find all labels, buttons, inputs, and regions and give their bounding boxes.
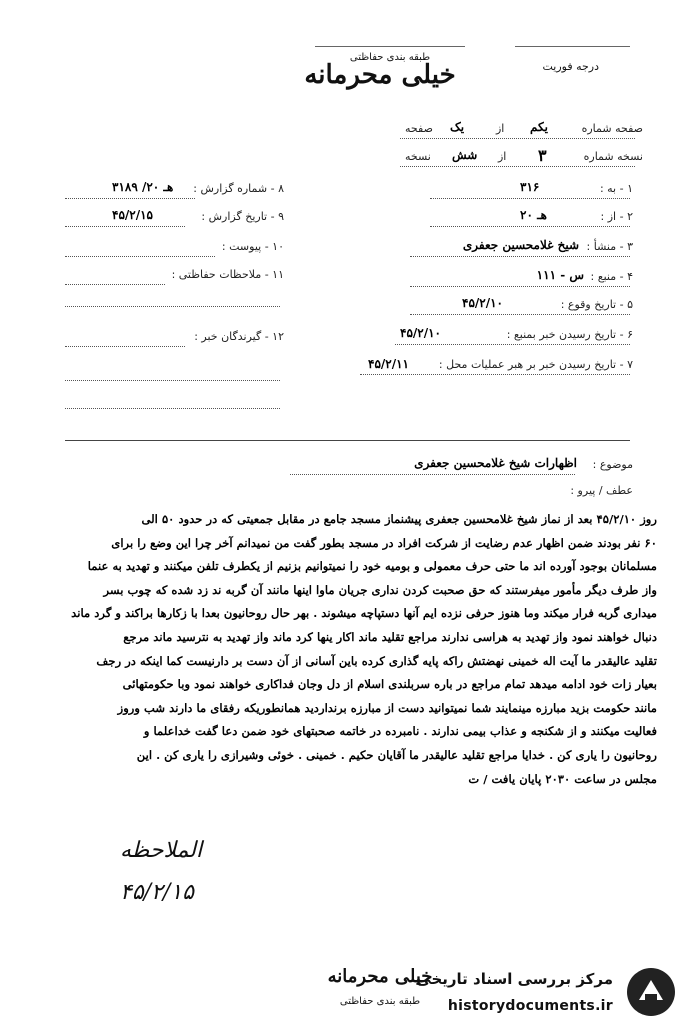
security-notes-line-1	[65, 284, 165, 285]
classification-value-bottom: خیلی محرمانه	[327, 966, 433, 987]
page-number-label: صفحه شماره	[581, 122, 643, 135]
security-notes-line-2	[65, 306, 280, 307]
body-line: مجلس در ساعت ۲۰۳۰ پایان یافت / ت	[468, 771, 657, 786]
source-line	[410, 256, 630, 257]
hq-date-value: ۴۵/۲/۱۱	[368, 357, 409, 371]
attachment-label: ۱۰ - پیوست :	[221, 240, 284, 253]
page-total-value: یک	[450, 120, 465, 134]
from-label: ۲ - از :	[600, 210, 633, 223]
source-value: شیخ غلامحسین جعفری	[462, 238, 579, 252]
body-line: تقلید عالیقدر ما آیت اله خمینی نهضتش راکه پایه گذاری کرده باین آسانی از آن دست بر دارنیست کما اینکه در رجف	[96, 653, 657, 668]
attachment-line	[65, 256, 215, 257]
watermark-logo-icon	[625, 966, 677, 1018]
subject-line	[290, 474, 575, 475]
from-value: ۲۰ هـ	[520, 208, 547, 222]
hq-date-line	[360, 374, 630, 375]
report-body	[30, 508, 657, 791]
source-label: ۳ - منشأ :	[586, 240, 633, 253]
to-line	[430, 198, 630, 199]
informant-line	[410, 286, 630, 287]
to-value: ۳۱۶	[520, 180, 540, 194]
copy-number-label: نسخه شماره	[583, 150, 643, 163]
from-line	[430, 226, 630, 227]
report-date-line	[65, 226, 185, 227]
recipients-label: ۱۲ - گیرندگان خبر :	[194, 330, 284, 343]
page-number-value: یکم	[530, 120, 548, 134]
copy-total-value: شش	[452, 148, 478, 162]
urgency-label: درجه فوریت	[542, 60, 599, 73]
occur-date-value: ۴۵/۲/۱۰	[462, 296, 503, 310]
security-notes-label: ۱۱ - ملاحظات حفاظتی :	[171, 268, 284, 281]
classification-label-top: طبقه بندی حفاظتی	[349, 52, 431, 63]
followup-label: عطف / پیرو :	[570, 484, 633, 497]
copy-number-value: ۳	[538, 146, 547, 165]
page-of-label: از	[496, 122, 505, 135]
copy-unit-label: نسخه	[405, 150, 431, 163]
watermark-url: historydocuments.ir	[447, 998, 613, 1014]
recipients-line-3	[65, 408, 280, 409]
classification-value-top: خیلی محرمانه	[304, 60, 456, 90]
informant-label: ۴ - منبع :	[590, 270, 633, 283]
handwritten-date: ۴۵/۲/۱۵	[120, 880, 194, 905]
watermark-title: مرکز بررسی اسناد تاریخی	[416, 970, 613, 988]
receipt-date-line	[395, 344, 630, 345]
body-line: ۶۰ نفر بودند ضمن اظهار عدم رضایت از شرکت افراد در مسجد بطور گفت من نمیدانم آخر چرا این وضع را برای	[111, 535, 657, 550]
occur-date-line	[410, 314, 630, 315]
body-line: میداری گربه فرار میکند وما هنوز حرفی نزده ایم آنها دستپاچه میشوند . بهر حال روحانیون بعدا با زکارها براکند و گرد ماند	[71, 606, 657, 621]
body-line: روحانیون را یاری کن . خدایا مراجع تقلید عالیقدر ما آقایان حکیم . خمینی . خوئی وشیرازی را یاری کن . این	[136, 747, 657, 762]
recipients-line-2	[65, 380, 280, 381]
page-line	[400, 138, 635, 139]
report-number-label: ۸ - شماره گزارش :	[193, 182, 284, 195]
receipt-date-label: ۶ - تاریخ رسیدن خبر بمنبع :	[506, 328, 633, 341]
receipt-date-value: ۴۵/۲/۱۰	[400, 326, 441, 340]
body-line: مسلمانان بوجود آورده اند ما حتی حرف معمولی و بومیه خود را نمیتوانیم بزنیم از یکطرف تلفن میکنند و تهدید به عنما	[87, 559, 657, 574]
occur-date-label: ۵ - تاریخ وقوع :	[560, 298, 633, 311]
section-divider	[65, 440, 630, 441]
report-number-line	[65, 198, 195, 199]
page-unit-label: صفحه	[405, 122, 433, 135]
classification-label-bottom: طبقه بندی حفاظتی	[339, 996, 421, 1007]
urgency-rule	[515, 46, 630, 47]
body-line: فعالیت میکنند و از شکنجه و عذاب بیمی ندارند . نامبرده در خاتمه صحبتهای خود ضمن دعا گفت خداعلما و	[143, 724, 657, 739]
report-date-value: ۴۵/۲/۱۵	[112, 208, 153, 222]
to-label: ۱ - به :	[599, 182, 633, 195]
body-line: مانند حکومت بزید مبارزه مینمایند شما نمیتوانید دست از مبارزه برنداردید همانطوریکه رفقای ما دارند شب وروز	[117, 700, 657, 715]
body-line: واز طرف دیگر مأمور میفرستند که حق صحبت کردن نداری جریان ماوا اینها مانند آن گربه ند زد شده که چوب بسر	[103, 582, 657, 597]
informant-value: س - ۱۱۱	[536, 268, 584, 282]
body-line: دنبال خواهند نمود واز تهدید به هراسی ندارند مراجع تقلید ماند اکار ینها کرد ماند واز تهدید به نترسید ماند مرجع	[123, 629, 657, 644]
hq-date-label: ۷ - تاریخ رسیدن خبر بر هبر عملیات محل :	[438, 358, 633, 371]
handwritten-signature: الملاحظه	[120, 838, 203, 863]
recipients-line-1	[65, 346, 185, 347]
report-number-value: ۳۱۸۹ /۲۰ هـ	[112, 180, 174, 194]
copy-line	[400, 166, 635, 167]
copy-of-label: از	[498, 150, 507, 163]
body-line: بعیار زات خود ادامه میدهد تمام مراجع در باره سربلندی اسلام از دل وجان فداکاری خواهند نمود وبا حکومتهائی	[122, 677, 657, 692]
subject-value: اظهارات شیخ غلامحسین جعفری	[414, 456, 577, 470]
header-rule	[315, 46, 465, 47]
report-date-label: ۹ - تاریخ گزارش :	[201, 210, 284, 223]
subject-label: موضوع :	[592, 458, 633, 471]
body-line: روز ۴۵/۲/۱۰ بعد از نماز شیخ غلامحسین جعفری پیشنماز مسجد جامع در مقابل جمعیتی که در حدود ۵۰ الی	[141, 512, 657, 526]
